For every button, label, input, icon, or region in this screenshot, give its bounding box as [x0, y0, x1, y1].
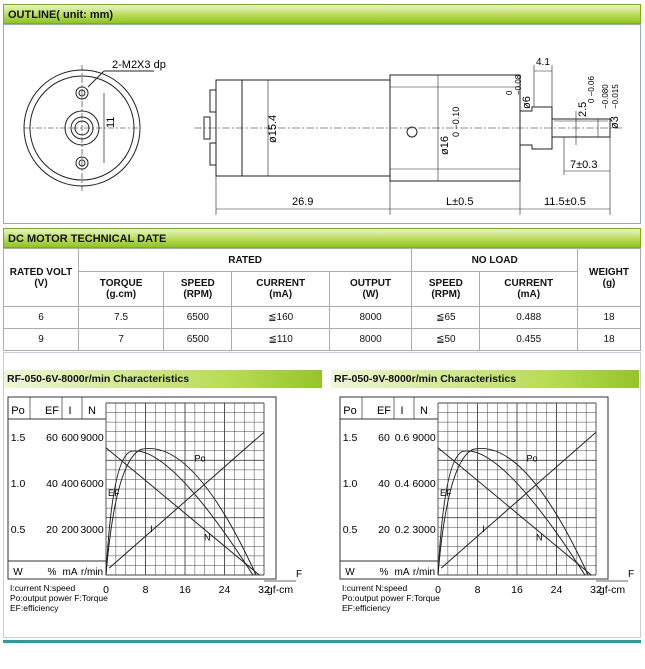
axis-unit-1: % [379, 567, 389, 578]
axis-tick-label: 1.5 [10, 432, 26, 444]
x-tick-label: 32 [590, 584, 602, 596]
axis-header-0: Po [11, 405, 25, 417]
x-tick-label: 16 [179, 584, 191, 596]
axis-tick-label: 1.0 [342, 478, 358, 490]
legend-line-2: EF:efficiency [10, 603, 59, 613]
dim-6-tol-bot: −0.08 [514, 74, 523, 95]
outline-title-bar [3, 4, 641, 24]
axis-unit-3: r/min [412, 567, 436, 578]
legend-line-1: Po:output power F:Torque [342, 593, 440, 603]
dim-16-tol-label: 0 −0.10 [451, 106, 461, 137]
chart-2-title: RF-050-9V-8000r/min Characteristics [331, 370, 639, 388]
spec-title: DC MOTOR TECHNICAL DATE [8, 233, 167, 245]
dim-16-label: ø16 [439, 136, 451, 155]
x-tick-label: 0 [103, 584, 109, 596]
axis-unit-1: % [47, 567, 57, 578]
curve-label-ef: EF [440, 487, 452, 498]
col-noload-current-header: CURRENT (mA) [480, 272, 578, 307]
weight-header: WEIGHT (g) [578, 249, 641, 307]
dim-6-tol-top: 0 [505, 90, 514, 95]
axis-tick-label: 200 [61, 524, 79, 536]
axis-tick-label: 0.5 [342, 524, 358, 536]
outline-drawing-frame [3, 24, 641, 224]
rated-header: RATED [79, 249, 412, 272]
axis-tick-label: 20 [46, 524, 58, 536]
x-unit-label: gf-cm [598, 584, 626, 596]
x-tick-label: 0 [435, 584, 441, 596]
col-noload-speed-header: SPEED (RPM) [412, 272, 480, 307]
x-tick-label: 24 [218, 584, 231, 596]
legend-line-1: Po:output power F:Torque [10, 593, 108, 603]
axis-header-1: EF [376, 405, 392, 417]
chart-2 [336, 395, 645, 623]
rated-volt-header: RATED VOLT (V) [4, 249, 79, 307]
axis-header-3: N [88, 405, 96, 417]
x-tick-label: 8 [142, 584, 149, 596]
axis-tick-label: 60 [46, 432, 58, 444]
curve-label-po: Po [526, 453, 538, 464]
axis-unit-2: mA [62, 567, 78, 578]
axis-tick-label: 9000 [80, 432, 104, 444]
axis-tick-label: 60 [378, 432, 390, 444]
axis-tick-label: 1.5 [342, 432, 358, 444]
axis-tick-label: 9000 [412, 432, 436, 444]
dim-3-tol-bot: −0.015 [611, 84, 620, 109]
dim-11-label: 11 [105, 116, 117, 128]
axis-tick-label: 3000 [80, 524, 104, 536]
no-load-header: NO LOAD [412, 249, 578, 272]
spec-table [3, 248, 641, 351]
axis-unit-3: r/min [80, 567, 104, 578]
axis-header-2: I [68, 405, 72, 417]
col-torque-header: TORQUE (g.cm) [79, 272, 164, 307]
axis-unit-0: W [345, 567, 355, 578]
dim-6-label: ø6 [521, 96, 533, 109]
axis-tick-label: 0.6 [394, 432, 410, 444]
curve-label-n: N [203, 532, 211, 543]
col-output-header: OUTPUT (W) [329, 272, 411, 307]
axis-header-1: EF [44, 405, 60, 417]
curve-label-i: I [482, 524, 485, 534]
axis-tick-label: 6000 [412, 478, 436, 490]
legend-line-2: EF:efficiency [342, 603, 391, 613]
axis-tick-label: 400 [61, 478, 79, 490]
dim-3-tol-top: −0.080 [601, 84, 610, 109]
chart-1-title: RF-050-6V-8000r/min Characteristics [4, 370, 322, 388]
axis-tick-label: 0.4 [394, 478, 410, 490]
dim-screw-label: 2-M2X3 dp [112, 59, 166, 71]
spec-title-bar [3, 228, 641, 248]
x-tick-label: 32 [258, 584, 270, 596]
bottom-rule [3, 640, 641, 643]
dim-3-label: ø3 [609, 116, 621, 129]
dim-2-5-label: 2.5 [577, 101, 589, 117]
curve-label-po: Po [194, 453, 206, 464]
col-speed-header: SPEED (RPM) [164, 272, 232, 307]
dim-15-4-label: ø15.4 [267, 114, 279, 143]
x-axis-label: F [296, 569, 303, 580]
axis-tick-label: 20 [378, 524, 390, 536]
axis-tick-label: 0.5 [10, 524, 26, 536]
axis-tick-label: 600 [61, 432, 79, 444]
efficiency-curve [438, 451, 585, 575]
axis-tick-label: 40 [378, 478, 390, 490]
x-tick-label: 8 [474, 584, 481, 596]
current-curve [109, 432, 264, 568]
axis-unit-2: mA [394, 567, 410, 578]
axis-tick-label: 6000 [80, 478, 104, 490]
axis-header-2: I [400, 405, 404, 417]
axis-header-0: Po [343, 405, 357, 417]
outline-title: OUTLINE( unit: mm) [8, 9, 114, 21]
dim-4-1-label: 4.1 [536, 57, 550, 68]
axis-tick-label: 40 [46, 478, 58, 490]
dim-7-label: 7±0.3 [570, 159, 598, 171]
dim-l-label: L±0.5 [446, 196, 474, 208]
curve-label-n: N [535, 532, 543, 543]
axis-tick-label: 1.0 [10, 478, 26, 490]
axis-header-3: N [420, 405, 428, 417]
x-tick-label: 24 [550, 584, 563, 596]
dim-11-5-label: 11.5±0.5 [544, 196, 586, 208]
axis-tick-label: 3000 [412, 524, 436, 536]
chart-1 [4, 395, 324, 623]
axis-tick-label: 0.2 [394, 524, 410, 536]
legend-line-0: I:current N:speed [342, 583, 408, 593]
x-tick-label: 16 [511, 584, 523, 596]
curve-label-i: I [150, 524, 153, 534]
axis-unit-0: W [13, 567, 23, 578]
table-row: 6 7.5 6500 ≦160 8000 ≦65 0.488 18 [4, 307, 641, 329]
col-current-header: CURRENT (mA) [232, 272, 330, 307]
dim-26-9-label: 26.9 [292, 196, 314, 208]
x-axis-label: F [628, 569, 635, 580]
outline-drawing [4, 25, 640, 223]
legend-line-0: I:current N:speed [10, 583, 76, 593]
table-row: 9 7 6500 ≦110 8000 ≦50 0.455 18 [4, 329, 641, 351]
dim-2-5-tol-label: 0 −0.06 [587, 76, 596, 103]
curve-label-ef: EF [108, 487, 120, 498]
x-unit-label: gf-cm [266, 584, 294, 596]
current-curve [441, 432, 596, 568]
efficiency-curve [106, 451, 253, 575]
